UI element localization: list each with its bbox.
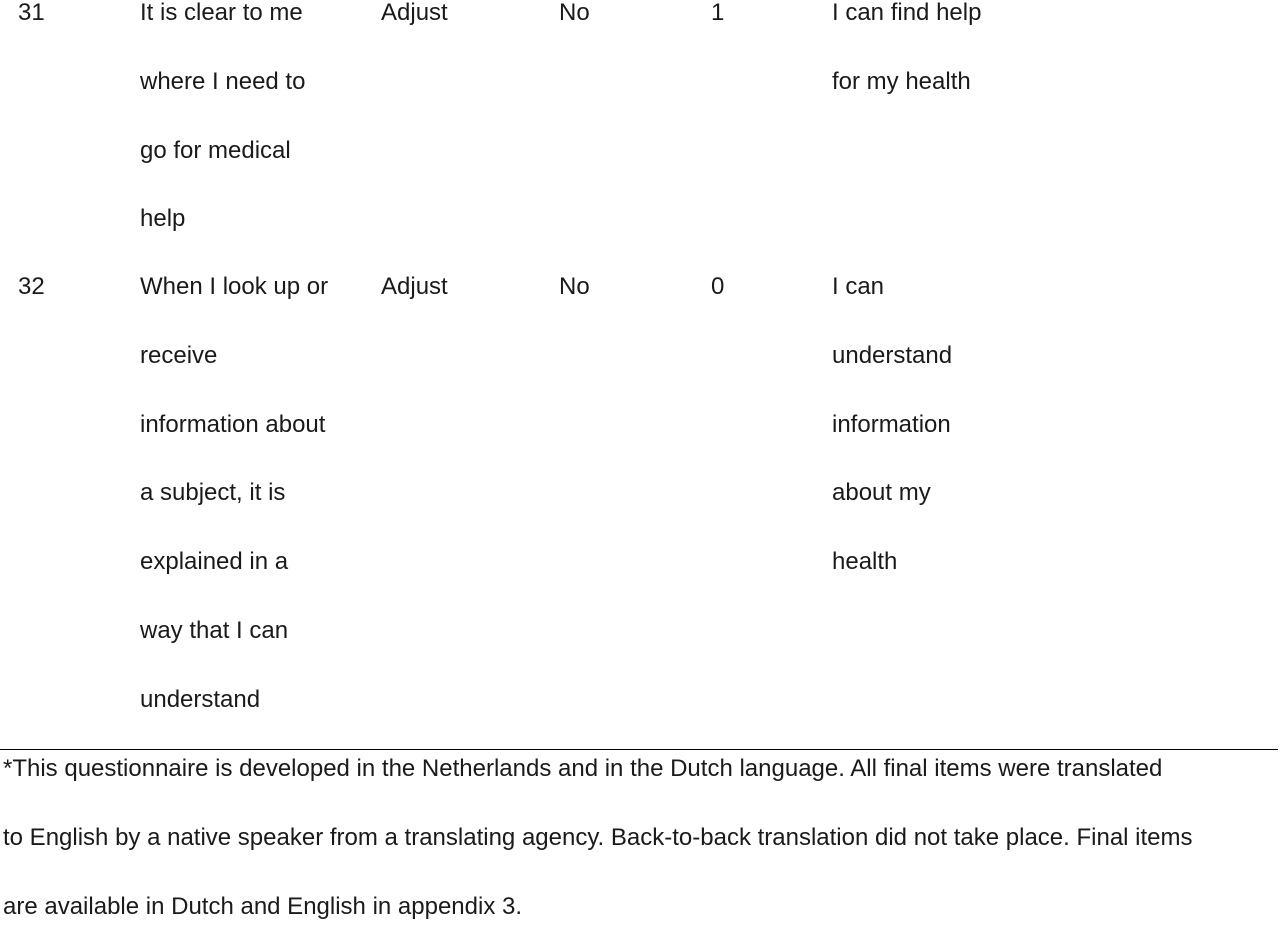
final-item-line: health [832,548,898,576]
item-line: understand [140,685,261,713]
final-item-line: about my [832,479,931,507]
table-footnote [3,735,1280,941]
row-32-number [18,253,45,322]
row-31-number [18,0,45,48]
final-item-line: I can find help [832,0,982,26]
row-32-item-text [140,253,328,735]
score-value: 0 [711,273,725,300]
row-number: 32 [18,273,45,300]
item-line: It is clear to me [140,0,303,26]
item-line: information about [140,410,326,438]
flag-value: No [559,0,590,26]
row-31-action [381,0,448,48]
row-32-flag [559,253,590,322]
footnote-line: are available in Dutch and English in appendix 3. [3,892,523,920]
row-31-flag [559,0,590,48]
row-32-action [381,253,448,322]
action-value: Adjust [381,273,448,300]
item-line: way that I can [140,616,289,644]
item-line: When I look up or [140,273,329,300]
row-32-score [711,253,724,322]
final-item-line: I can [832,273,885,300]
row-number: 31 [18,0,45,26]
final-item-line: understand [832,341,953,369]
final-item-line: for my health [832,67,971,95]
row-31-final-item [832,0,981,117]
footnote-line: to English by a native speaker from a translating agency. Back-to-back translation did not take place. Final items [3,823,1193,851]
item-line: receive [140,341,218,369]
final-item-line: information [832,410,951,438]
item-line: go for medical [140,136,291,164]
item-line: where I need to [140,67,306,95]
row-32-final-item [832,253,952,597]
score-value: 1 [711,0,725,26]
action-value: Adjust [381,0,448,26]
item-line: explained in a [140,548,289,576]
flag-value: No [559,273,590,300]
row-31-score [711,0,724,48]
row-31-item-text [140,0,305,254]
item-line: help [140,205,186,233]
footnote-line: *This questionnaire is developed in the Netherlands and in the Dutch language. All final items were translated [3,755,1163,782]
item-line: a subject, it is [140,479,286,507]
